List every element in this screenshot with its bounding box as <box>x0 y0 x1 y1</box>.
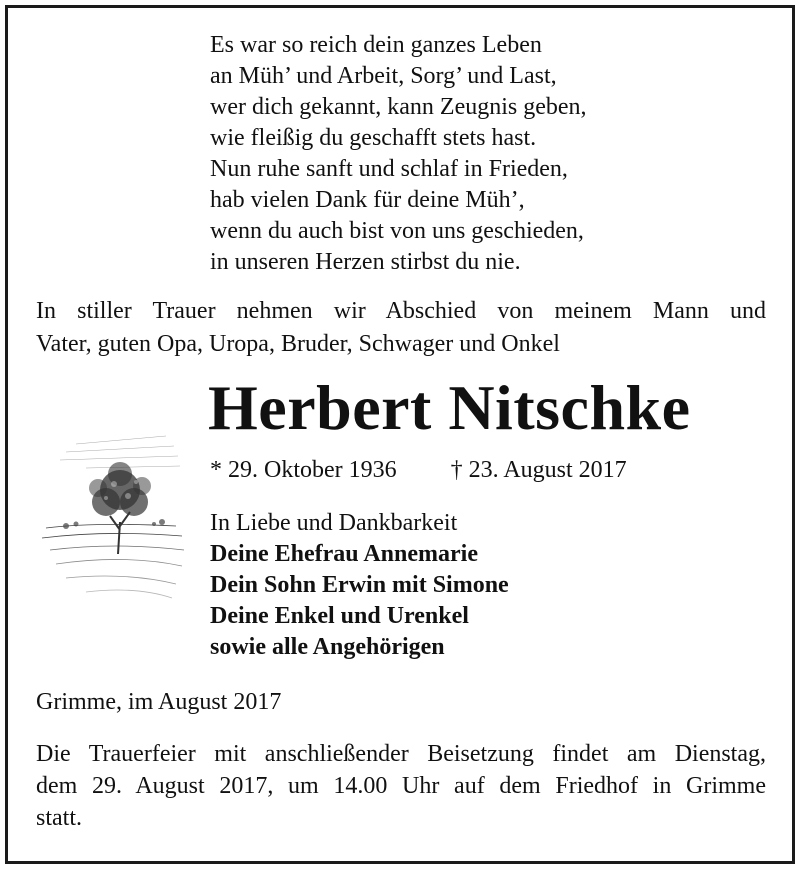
signatory-line: Deine Ehefrau Annemarie <box>210 541 478 567</box>
deceased-name: Herbert Nitschke <box>208 372 691 443</box>
poem-line: an Müh’ und Arbeit, Sorg’ und Last, <box>210 63 557 89</box>
poem-line: hab vielen Dank für deine Müh’, <box>210 187 525 213</box>
signatory-line: sowie alle Angehörigen <box>210 634 445 660</box>
death-date: † 23. August 2017 <box>450 457 627 483</box>
place-and-date: Grimme, im August 2017 <box>36 689 282 715</box>
family-lead: In Liebe und Dankbarkeit <box>210 510 458 536</box>
memorial-poem <box>210 30 587 278</box>
funeral-notice-line-3: statt. <box>36 805 82 831</box>
poem-line: wer dich gekannt, kann Zeugnis geben, <box>210 94 587 120</box>
funeral-notice-line-1: Die Trauerfeier mit anschließender Beisetzung findet am Dienstag, <box>36 741 766 767</box>
poem-line: Es war so reich dein ganzes Leben <box>210 32 542 58</box>
intro-line-1: In stiller Trauer nehmen wir Abschied von meinem Mann und <box>36 298 766 324</box>
family-signature <box>210 508 509 663</box>
intro-line-2: Vater, guten Opa, Uropa, Bruder, Schwager und Onkel <box>36 331 560 357</box>
poem-line: Nun ruhe sanft und schlaf in Frieden, <box>210 156 568 182</box>
poem-line: wenn du auch bist von uns geschieden, <box>210 218 584 244</box>
signatory-line: Dein Sohn Erwin mit Simone <box>210 572 509 598</box>
poem-line: in unseren Herzen stirbst du nie. <box>210 249 521 275</box>
signatory-line: Deine Enkel und Urenkel <box>210 603 469 629</box>
birth-date: * 29. Oktober 1936 <box>210 457 397 483</box>
life-dates <box>210 454 627 486</box>
tree-landscape-icon <box>36 426 186 606</box>
mourning-intro <box>36 295 766 361</box>
funeral-notice <box>36 738 766 834</box>
funeral-notice-line-2: dem 29. August 2017, um 14.00 Uhr auf dem Friedhof in Grimme <box>36 773 766 799</box>
poem-line: wie fleißig du geschafft stets hast. <box>210 125 537 151</box>
